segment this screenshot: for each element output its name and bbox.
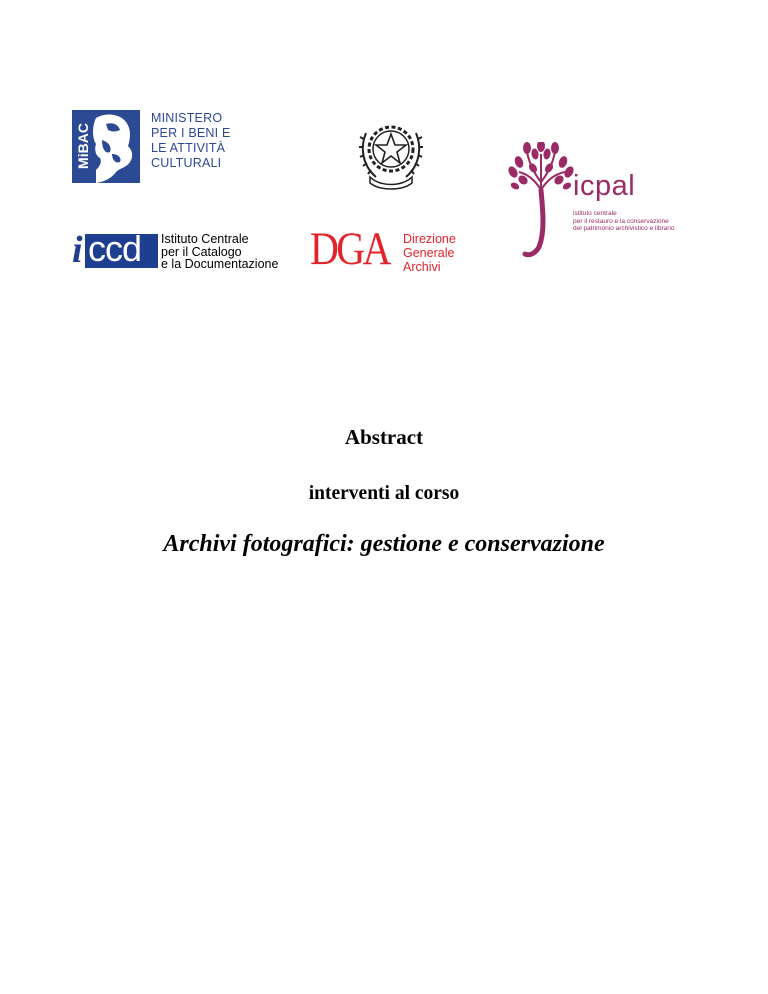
dga-logo [310, 223, 485, 275]
document-subheading: interventi al corso [308, 483, 460, 504]
iccd-line: e la Documentazione [161, 257, 279, 271]
dga-letters: DGA [310, 223, 389, 275]
iccd-line: per il Catalogo [161, 244, 242, 259]
icpal-subtitle [573, 210, 675, 233]
dga-line: Direzione [403, 232, 456, 246]
mibac-line: LE ATTIVITÀ [151, 141, 226, 155]
mibac-vertical-text: MiBAC [75, 123, 91, 169]
mibac-line: PER I BENI E [151, 126, 231, 140]
course-title: Archivi fotografici: gestione e conservazione [163, 531, 605, 557]
icpal-subtitle-line: istituto centrale [573, 210, 617, 217]
mibac-mark [72, 110, 140, 183]
mibac-ministry-name [151, 111, 231, 171]
iccd-institute-name [161, 233, 278, 271]
dga-directorate-name [403, 232, 456, 274]
document-heading: Abstract [344, 425, 424, 449]
mibac-line: CULTURALI [151, 156, 222, 170]
dga-line: Archivi [403, 260, 441, 274]
dga-line: Generale [403, 246, 455, 260]
iccd-mark-i: i [72, 229, 83, 271]
icpal-logo [505, 142, 695, 262]
iccd-line: Istituto Centrale [161, 232, 249, 246]
iccd-logo [72, 230, 282, 272]
iccd-mark-ccd: ccd [88, 228, 142, 269]
icpal-name: icpal [573, 170, 636, 202]
icpal-subtitle-line: per il restauro e la conservazione [573, 217, 669, 225]
mibac-logo [72, 110, 231, 185]
icpal-subtitle-line: del patrimonio archivistico e librario [573, 225, 675, 232]
italian-republic-emblem-icon [358, 117, 424, 191]
icpal-tree-icon [505, 142, 580, 262]
mibac-line: MINISTERO [151, 111, 223, 125]
